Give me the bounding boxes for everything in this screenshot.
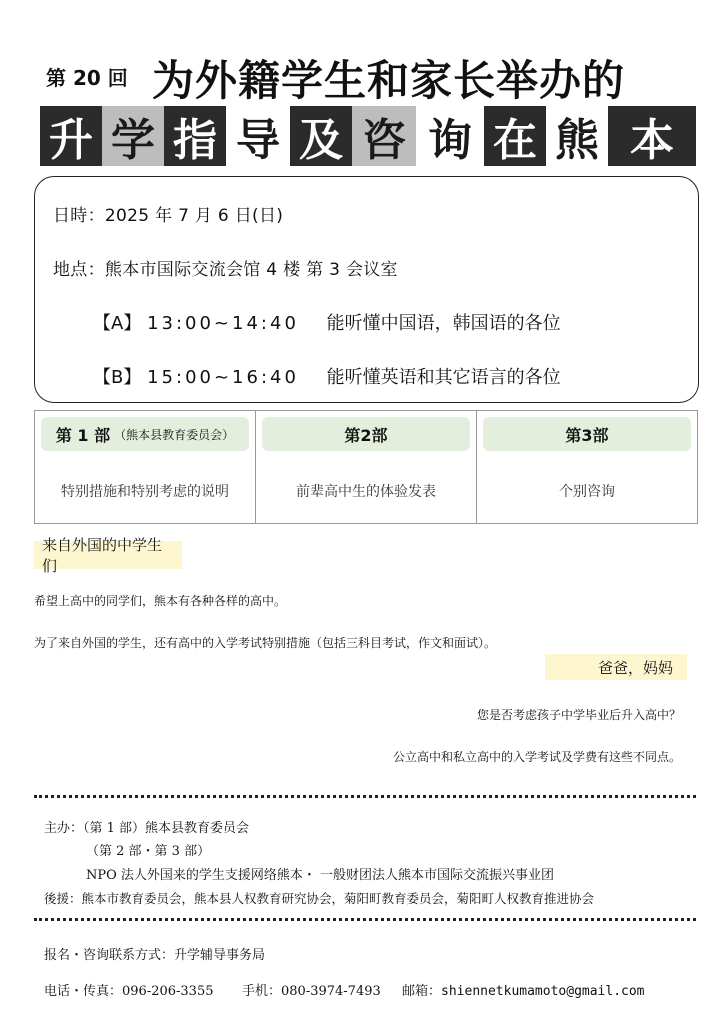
session-a <box>93 309 561 335</box>
part-1 <box>35 411 256 523</box>
support-line: 後援：熊本市教育委员会，熊本县人权教育研究协会，菊阳町教育委员会，菊阳町人权教育推进协会 <box>44 891 595 906</box>
email-line <box>402 980 645 999</box>
title-char: 本 <box>608 106 696 166</box>
part-3 <box>477 411 697 523</box>
session-desc: 能听懂中国语，韩国语的各位 <box>326 313 561 334</box>
title-char: 咨 <box>352 106 416 166</box>
part-description: 特别措施和特别考虑的说明 <box>61 484 229 500</box>
part-title: 第2部 <box>344 425 388 445</box>
round-label: 第 20 回 <box>46 66 128 90</box>
email-address[interactable]: shiennetkumamoto@gmail.com <box>441 984 645 999</box>
session-time: 13:00~14:40 <box>147 313 299 334</box>
phone: 电话・传真：096-206-3355 <box>44 984 214 999</box>
title-char: 及 <box>290 106 352 166</box>
part-header <box>41 417 249 451</box>
info-box <box>34 176 699 403</box>
part-description: 前辈高中生的体验发表 <box>296 484 436 500</box>
students-line: 为了来自外国的学生，还有高中的入学考试特别措施（包括三科目考试，作文和面试）。 <box>34 636 497 650</box>
part-title: 第3部 <box>565 425 609 445</box>
session-time: 15:00~16:40 <box>147 367 299 388</box>
session-desc: 能听懂英语和其它语言的各位 <box>326 367 561 388</box>
part-title: 第 1 部 <box>55 425 111 445</box>
session-b <box>93 363 561 389</box>
event-title <box>40 106 696 166</box>
title-char: 在 <box>484 106 546 166</box>
mobile: 手机：080-3974-7493 <box>242 984 381 999</box>
divider <box>34 795 696 798</box>
title-char: 熊 <box>546 106 608 166</box>
registration-line: 报名・咨询联系方式：升学辅导事务局 <box>44 948 266 963</box>
event-place: 地点：熊本市国际交流会馆 4 楼 第 3 会议室 <box>53 260 398 280</box>
host-line: 主办：（第 1 部）熊本县教育委员会 <box>44 821 250 836</box>
session-label: 【A】 <box>93 313 142 334</box>
title-char: 导 <box>226 106 290 166</box>
part-header <box>262 417 470 451</box>
email-label: 邮箱： <box>402 984 442 999</box>
session-label: 【B】 <box>93 367 142 388</box>
title-char: 升 <box>40 106 102 166</box>
title-char: 学 <box>102 106 164 166</box>
host-line: NPO 法人外国来的学生支援网络熊本・ 一般财团法人熊本市国际交流振兴事业团 <box>86 868 555 883</box>
title-char: 指 <box>164 106 226 166</box>
part-subtitle: （熊本县教育委员会） <box>114 427 235 442</box>
event-date: 日時：2025 年 7 月 6 日(日) <box>53 206 284 226</box>
part-description: 个别咨询 <box>559 484 615 500</box>
part-header <box>483 417 691 451</box>
students-line: 希望上高中的同学们，熊本有各种各样的高中。 <box>34 594 287 608</box>
parents-line: 公立高中和私立高中的入学考试及学费有这些不同点。 <box>392 750 681 764</box>
parents-line: 您是否考虑孩子中学毕业后升入高中？ <box>476 708 681 722</box>
title-char: 询 <box>416 106 484 166</box>
students-heading: 来自外国的中学生们 <box>34 541 182 569</box>
headline: 为外籍学生和家长举办的 <box>152 56 626 105</box>
part-2 <box>256 411 477 523</box>
program-parts <box>34 410 698 524</box>
host-line: （第 2 部・第 3 部） <box>86 844 211 859</box>
divider <box>34 918 696 921</box>
parents-heading: 爸爸，妈妈 <box>545 654 687 680</box>
